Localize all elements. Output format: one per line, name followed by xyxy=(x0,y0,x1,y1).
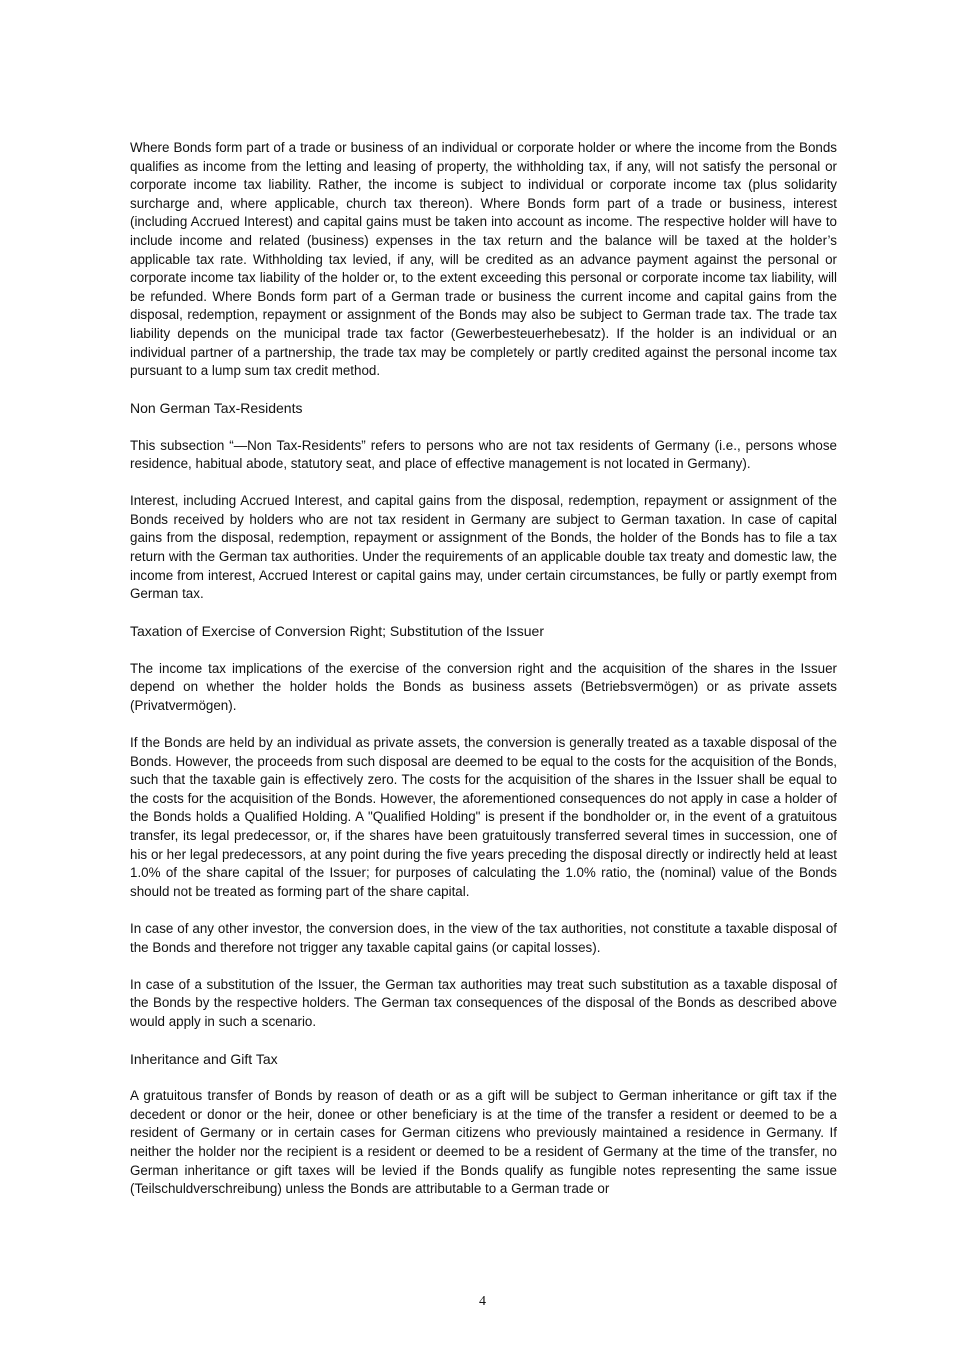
paragraph-gratuitous-transfer: A gratuitous transfer of Bonds by reason of death or as a gift will be subject to German inheritance or gift tax if the decedent or donor or the heir, donee or other beneficiary is at the time of the transfer a resident or deemed to be a resident of Germany or in certain cases for German citizens who previously maintained a residence in Germany. If neither the holder nor the recipient is a resident or deemed to be a resident of Germany at the time of the transfer, no German inheritance or gift taxes will be levied if the Bonds qualify as fungible notes representing the same issue (Teilschuldverschreibung) unless the Bonds are attributable to a German trade or xyxy=(130,1088,837,1197)
paragraph-conversion-implications: The income tax implications of the exercise of the conversion right and the acquisition of the shares in the Issuer depend on whether the holder holds the Bonds as business assets (Betriebsvermögen) or as private assets (Privatvermögen). xyxy=(130,660,837,713)
heading-inheritance-gift-tax: Inheritance and Gift Tax xyxy=(130,1051,278,1068)
heading-non-german-tax-residents: Non German Tax-Residents xyxy=(130,400,303,417)
paragraph-non-tax-residents-definition: This subsection “—Non Tax-Residents” refers to persons who are not tax residents of Germany (i.e., persons whose residence, habitual abode, statutory seat, and place of effective management is not located in Germany). xyxy=(130,437,837,472)
document-page xyxy=(130,139,837,1217)
paragraph-other-investor: In case of any other investor, the conversion does, in the view of the tax authorities, not constitute a taxable disposal of the Bonds and therefore not trigger any taxable capital gains (or capital losses). xyxy=(130,920,837,955)
heading-conversion-right-substitution: Taxation of Exercise of Conversion Right; Substitution of the Issuer xyxy=(130,623,544,640)
paragraph-issuer-substitution: In case of a substitution of the Issuer, the German tax authorities may treat such substitution as a taxable disposal of the Bonds by the respective holders. The German tax consequences of the disposal of the Bonds as described above would apply in such a scenario. xyxy=(130,976,837,1029)
paragraph-non-residents-taxation: Interest, including Accrued Interest, and capital gains from the disposal, redemption, repayment or assignment of the Bonds received by holders who are not tax resident in Germany are subject to German taxation. In case of capital gains from the disposal, redemption, repayment or assignment of the Bonds, the holder of the Bonds has to file a tax return with the German tax authorities. Under the requirements of an applicable double tax treaty and domestic law, the income from interest, Accrued Interest or capital gains may, under certain circumstances, be fully or partly exempt from German tax. xyxy=(130,493,837,602)
paragraph-private-assets-conversion: If the Bonds are held by an individual as private assets, the conversion is generally treated as a taxable disposal of the Bonds. However, the proceeds from such disposal are deemed to be equal to the costs for the acquisition of the Bonds, such that the taxable gain is effectively zero. The costs for the acquisition of the shares in the Issuer shall be equal to the costs for the acquisition of the Bonds. However, the aforementioned consequences do not apply in case a holder of the Bonds holds a Qualified Holding. A "Qualified Holding" is present if the bondholder or, in the event of a gratuitous transfer, its legal predecessor, or, if the shares have been gratuitously transferred several times in succession, one of his or her legal predecessors, at any point during the five years preceding the disposal directly or indirectly held at least 1.0% of the share capital of the Issuer; for purposes of calculating the 1.0% ratio, the (nominal) value of the Bonds should not be treated as forming part of the share capital. xyxy=(130,735,837,899)
paragraph-trade-business-income: Where Bonds form part of a trade or business of an individual or corporate holder or where the income from the Bonds qualifies as income from the letting and leasing of property, the withholding tax, if any, will not satisfy the personal or corporate income tax liability. Rather, the income is subject to individual or corporate income tax (plus solidarity surcharge and, where applicable, church tax thereon). Where Bonds form part of a trade or business, interest (including Accrued Interest) and capital gains must be taken into account as income. The respective holder will have to include income and related (business) expenses in the tax return and the balance will be taxed at the holder’s applicable tax rate. Withholding tax levied, if any, will be credited as an advance payment against the personal or corporate income tax liability of the holder or, to the extent exceeding this personal or corporate income tax liability, will be refunded. Where Bonds form part of a German trade or business the current income and capital gains from the disposal, redemption, repayment or assignment of the Bonds may also be subject to German trade tax. The trade tax liability depends on the municipal trade tax factor (Gewerbesteuerhebesatz). If the holder is an individual or an individual partner of a partnership, the trade tax may be completely or partly credited against the personal income tax pursuant to a lump sum tax credit method. xyxy=(130,140,837,379)
page-number: 4 xyxy=(479,1294,486,1309)
